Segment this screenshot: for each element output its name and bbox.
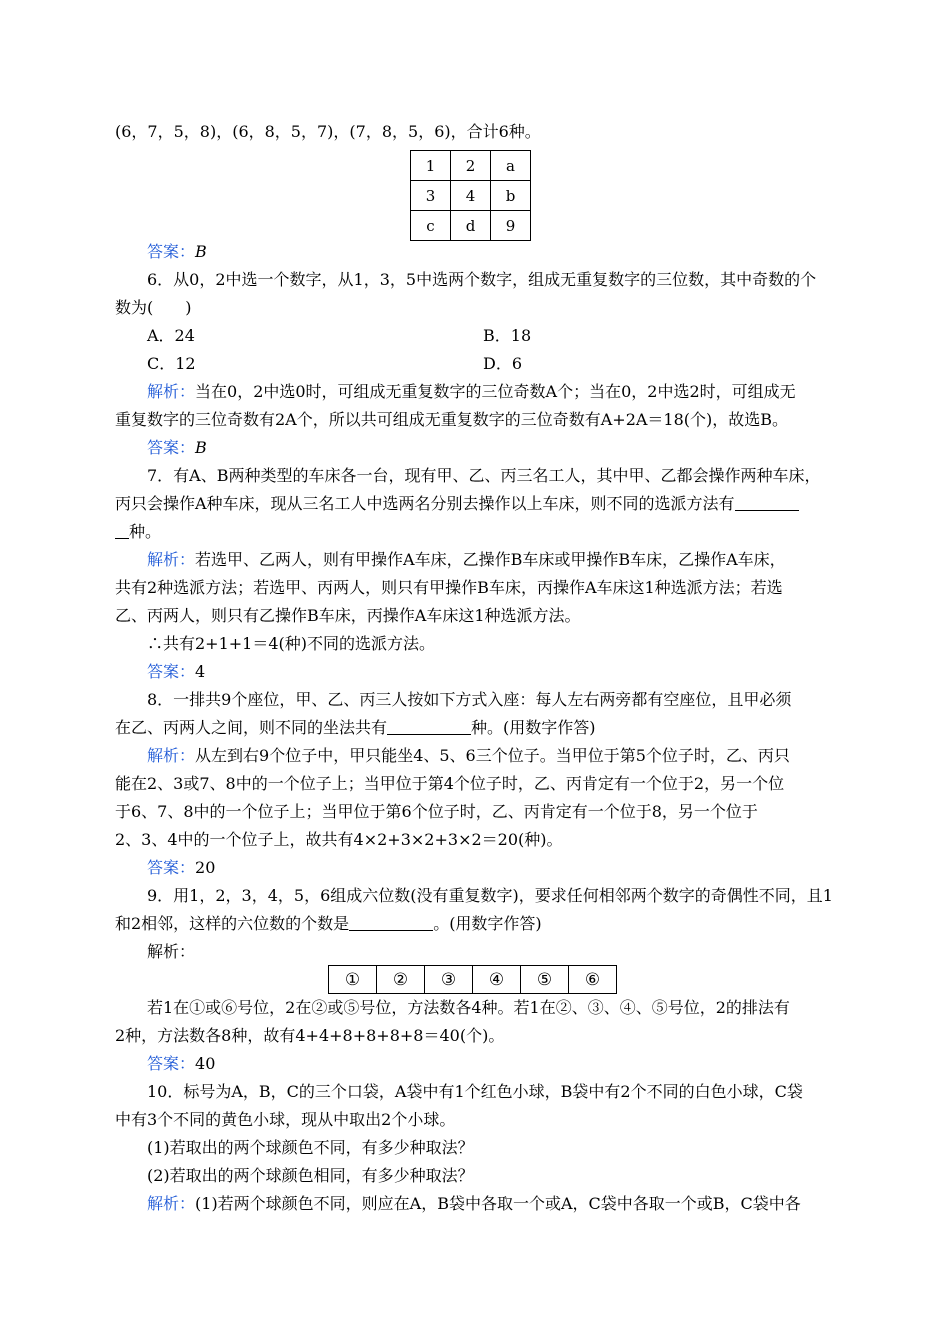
question-text: 和2相邻，这样的六位数的个数是: [115, 914, 350, 933]
solution-text: 若选甲、乙两人，则有甲操作A车床，乙操作B车床或甲操作B车床，乙操作A车床，: [195, 550, 786, 569]
question-9-line-2: [115, 910, 840, 938]
solution-10-line-1: [147, 1190, 840, 1218]
seat-cell: ③: [425, 966, 473, 994]
grid-cell: a: [491, 151, 531, 181]
question-10-part-1: (1)若取出的两个球颜色不同，有多少种取法？: [147, 1138, 474, 1157]
solution-6-line-1: [147, 378, 840, 406]
solution-7-line-1: [147, 546, 840, 574]
option-b: B．18: [483, 326, 532, 345]
question-text: 在乙、丙两人之间，则不同的坐法共有: [115, 718, 388, 737]
question-10-line-2: 中有3个不同的黄色小球，现从中取出2个小球。: [115, 1110, 456, 1129]
answer-blank[interactable]: [735, 492, 799, 511]
question-text: 种。(用数字作答): [471, 718, 596, 737]
answer-label: 答案：: [147, 1054, 196, 1073]
solution-9-label: 解析：: [147, 942, 196, 961]
question-text: 丙只会操作A种车床，现从三名工人中选两名分别去操作以上车床，则不同的选派方法有: [115, 494, 735, 513]
answer-blank[interactable]: [349, 912, 433, 931]
solution-label: 解析：: [147, 382, 196, 401]
question-10-line-1: 10．标号为A，B，C的三个口袋，A袋中有1个红色小球，B袋中有2个不同的白色小球，C袋: [147, 1082, 803, 1101]
number-grid: [410, 150, 531, 241]
answer-value: 4: [195, 662, 206, 681]
grid-cell: d: [451, 211, 491, 241]
option-d: D．6: [483, 354, 523, 373]
answer-blank[interactable]: [387, 716, 471, 735]
seat-positions: [328, 965, 617, 994]
solution-text: (1)若两个球颜色不同，则应在A，B袋中各取一个或A，C袋中各取一个或B，C袋中各: [195, 1194, 801, 1213]
solution-label: 解析：: [147, 746, 196, 765]
solution-label: 解析：: [147, 550, 196, 569]
solution-9-line-2: 2种，方法数各8种，故有4+4+8+8+8+8＝40(个)。: [115, 1026, 505, 1045]
grid-cell: 2: [451, 151, 491, 181]
seat-cell: ①: [329, 966, 377, 994]
solution-6-line-2: 重复数字的三位奇数有2A个，所以共可组成无重复数字的三位奇数有A+2A＝18(个)，故选B。: [115, 410, 789, 429]
question-6-line-1: 6．从0，2中选一个数字，从1，3，5中选两个数字，组成无重复数字的三位数，其中奇数的个: [147, 270, 817, 289]
option-c: C．12: [147, 354, 196, 373]
grid-cell: 1: [411, 151, 451, 181]
seat-cell: ⑤: [521, 966, 569, 994]
grid-cell: b: [491, 181, 531, 211]
solution-text: 从左到右9个位子中，甲只能坐4、5、6三个位子。当甲位于第5个位子时，乙、丙只: [195, 746, 790, 765]
answer-label: 答案：: [147, 438, 196, 457]
answer-label: 答案：: [147, 858, 196, 877]
question-text: 。(用数字作答): [433, 914, 542, 933]
solution-7-line-2: 共有2种选派方法；若选甲、丙两人，则只有甲操作B车床，丙操作A车床这1种选派方法；若选: [115, 578, 783, 597]
answer-label: 答案：: [147, 242, 196, 261]
answer-label: 答案：: [147, 662, 196, 681]
grid-row: [411, 181, 531, 211]
solution-continuation: (6，7，5，8)，(6，8，5，7)，(7，8，5，6)，合计6种。: [115, 122, 541, 141]
solution-label: 解析：: [147, 1194, 196, 1213]
seat-cell: ②: [377, 966, 425, 994]
answer-value: B: [195, 438, 207, 457]
answer-6: [147, 434, 840, 462]
solution-8-line-4: 2、3、4中的一个位子上，故共有4×2+3×2+3×2＝20(种)。: [115, 830, 563, 849]
solution-8-line-3: 于6、7、8中的一个位子上；当甲位于第6个位子时，乙、丙肯定有一个位于8，另一个位于: [115, 802, 758, 821]
question-8-line-2: [115, 714, 840, 742]
grid-cell: 9: [491, 211, 531, 241]
answer-value: 40: [195, 1054, 216, 1073]
question-7-line-2: [115, 490, 840, 518]
seat-cell: ④: [473, 966, 521, 994]
grid-row: [411, 211, 531, 241]
option-a: A．24: [147, 326, 195, 345]
question-8-line-1: 8．一排共9个座位，甲、乙、丙三人按如下方式入座：每人左右两旁都有空座位，且甲必须: [147, 690, 792, 709]
answer-5: [147, 238, 840, 266]
answer-blank[interactable]: [115, 520, 129, 539]
solution-8-line-2: 能在2、3或7、8中的一个位子上；当甲位于第4个位子时，乙、丙肯定有一个位于2，另一个位: [115, 774, 785, 793]
solution-8-line-1: [147, 742, 840, 770]
question-7-line-1: 7．有A、B两种类型的车床各一台，现有甲、乙、丙三名工人，其中甲、乙都会操作两种车床，: [147, 466, 821, 485]
grid-cell: c: [411, 211, 451, 241]
answer-7: [147, 658, 840, 686]
grid-cell: 4: [451, 181, 491, 211]
seat-cell: ⑥: [569, 966, 617, 994]
solution-7-line-3: 乙、丙两人，则只有乙操作B车床，丙操作A车床这1种选派方法。: [115, 606, 581, 625]
answer-value: 20: [195, 858, 216, 877]
question-text: 种。: [129, 522, 162, 541]
question-9-line-1: 9．用1，2，3，4，5，6组成六位数(没有重复数字)，要求任何相邻两个数字的奇偶性不同，且1: [147, 886, 833, 905]
question-6-line-2: 数为( ): [115, 298, 192, 317]
grid-row: [411, 151, 531, 181]
question-7-line-3: [115, 518, 840, 546]
grid-cell: 3: [411, 181, 451, 211]
answer-9: [147, 1050, 840, 1078]
solution-9-line-1: 若1在①或⑥号位，2在②或⑤号位，方法数各4种。若1在②、③、④、⑤号位，2的排法有: [147, 998, 790, 1017]
question-10-part-2: (2)若取出的两个球颜色相同，有多少种取法？: [147, 1166, 474, 1185]
solution-7-line-4: ∴共有2+1+1＝4(种)不同的选派方法。: [147, 634, 436, 653]
solution-text: 当在0，2中选0时，可组成无重复数字的三位奇数A个；当在0，2中选2时，可组成无: [195, 382, 796, 401]
answer-value: B: [195, 242, 207, 261]
answer-8: [147, 854, 840, 882]
